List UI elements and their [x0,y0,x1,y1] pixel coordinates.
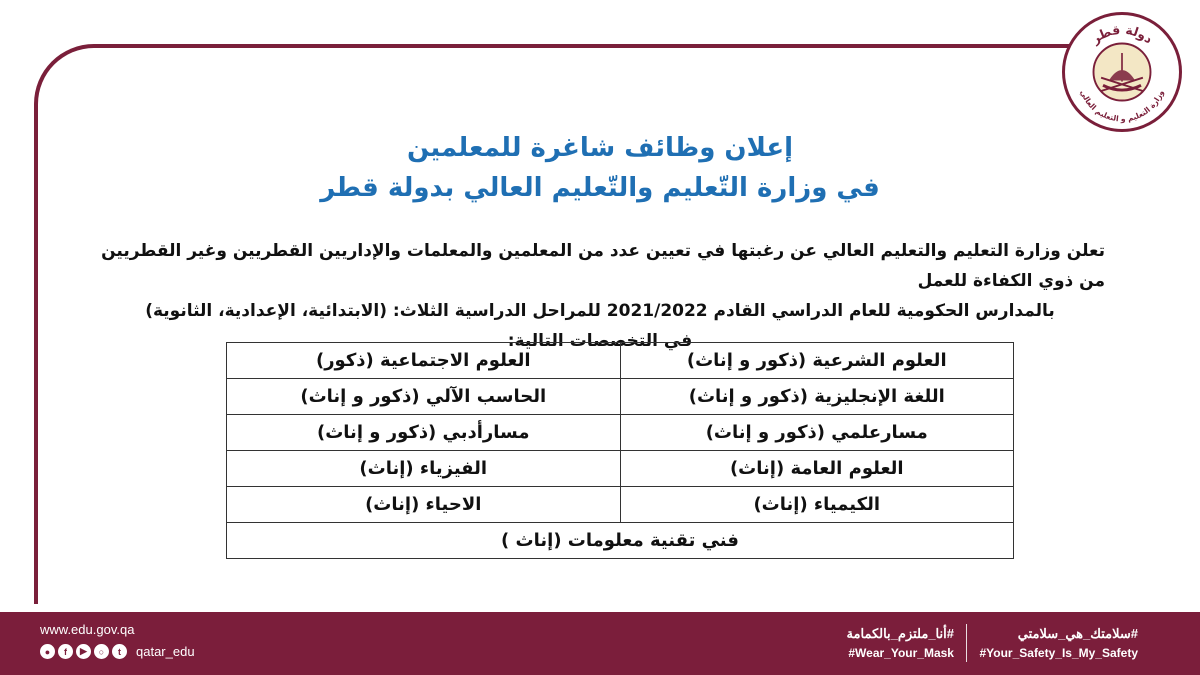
mask-hashtag [835,624,966,662]
table-row [227,523,1014,559]
table-row [227,487,1014,523]
table-cell: اللغة الإنجليزية (ذكور و إناث) [620,379,1014,415]
svg-text:دولة قطر: دولة قطر [1088,22,1156,47]
hashtag-ar: #سلامتك_هي_سلامتي [1017,626,1138,641]
table-cell: العلوم الاجتماعية (ذكور) [227,343,621,379]
table-row [227,451,1014,487]
table-row [227,343,1014,379]
table-cell: الكيمياء (إناث) [620,487,1014,523]
social-handle[interactable]: qatar_edu [136,644,195,659]
svg-text:وزارة التعليم و التعليم العالي: وزارة التعليم و التعليم العالي [1078,88,1166,124]
youtube-icon[interactable]: ▶ [76,644,91,659]
facebook-icon[interactable]: f [58,644,73,659]
intro-line-1: تعلن وزارة التعليم والتعليم العالي عن رغبتها في تعيين عدد من المعلمين والمعلمات والإداريين القطريين وغير القطريين من ذوي الكفاءة للعمل [101,241,1105,291]
table-cell: الاحياء (إناث) [227,487,621,523]
hashtag-ar: #أنا_ملتزم_بالكمامة [846,626,954,641]
table-cell: العلوم العامة (إناث) [620,451,1014,487]
table-cell: مسارأدبي (ذكور و إناث) [227,415,621,451]
footer-bar [0,612,1200,675]
table-row [227,415,1014,451]
table-cell: العلوم الشرعية (ذكور و إناث) [620,343,1014,379]
title-line-2: في وزارة التّعليم والتّعليم العالي بدولة قطر [320,173,880,203]
twitter-icon[interactable]: t [112,644,127,659]
instagram-icon[interactable]: ○ [94,644,109,659]
intro-line-3: في التخصصات التالية: [507,331,693,351]
divider [966,624,968,662]
intro-line-2: بالمدارس الحكومية للعام الدراسي القادم 2021/2022 للمراحل الدراسية الثلاث: (الابتدائية، الإعدادية، الثانوية) [145,301,1055,321]
title-line-1: إعلان وظائف شاغرة للمعلمين [406,133,794,163]
hashtag-en: #Wear_Your_Mask [848,646,954,660]
safety-hashtag [967,624,1150,662]
table-cell: الحاسب الآلي (ذكور و إناث) [227,379,621,415]
table-cell-full: فني تقنية معلومات (إناث ) [227,523,1014,559]
emblem-icon [1065,15,1179,129]
social-links [40,644,195,659]
ministry-logo [1062,12,1182,132]
table-cell: الفيزياء (إناث) [227,451,621,487]
announcement-title [0,128,1200,208]
hashtags [835,624,1150,662]
hashtag-en: #Your_Safety_Is_My_Safety [979,646,1138,660]
website-link[interactable]: www.edu.gov.qa [40,622,135,637]
table-cell: مسارعلمي (ذكور و إناث) [620,415,1014,451]
table-row [227,379,1014,415]
specializations-table [226,342,1014,559]
intro-paragraph [95,236,1105,356]
snapchat-icon[interactable]: ● [40,644,55,659]
